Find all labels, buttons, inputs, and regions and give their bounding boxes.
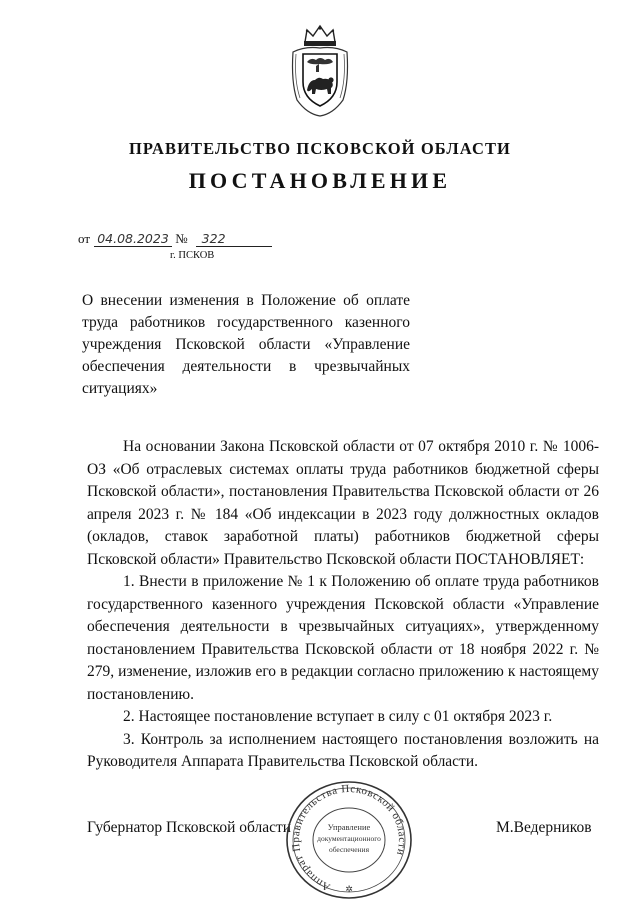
coat-of-arms-emblem — [285, 22, 355, 118]
official-stamp — [283, 776, 415, 899]
stamp-center-line-1: Управление — [327, 822, 371, 832]
document-body — [87, 436, 599, 774]
document-type: ПОСТАНОВЛЕНИЕ — [188, 168, 452, 193]
stamp-center-line-2: документационного — [317, 834, 381, 843]
document-date: 04.08.2023 — [94, 232, 172, 247]
number-prefix: № — [175, 231, 188, 246]
signatory-name: М.Ведерников — [496, 819, 592, 836]
city-label: г. ПСКОВ — [170, 250, 215, 261]
body-item-1: 1. Внести в приложение № 1 к Положению об оплате труда работников государственного казенного учреждения Псковской области «Управление обеспечения деятельности в чрезвычайных ситуациях», утвержденному постановлением Правительства Псковской области от 18 ноября 2022 г. № 279, изменение, изложив его в редакции согласно приложению к настоящему постановлению. — [87, 573, 599, 703]
body-preamble: На основании Закона Псковской области от 07 октября 2010 г. № 1006-ОЗ «Об отраслевых системах оплаты труда работников бюджетной сферы Псковской области», постановления Правительства Псковской области от 26 апреля 2023 г. № 184 «Об индексации в 2023 году должностных окладов (окладов, ставок заработной платы) работников бюджетной сферы Псковской области» Правительство Псковской области ПОСТАНОВЛЯЕТ: — [87, 438, 599, 568]
organization-name: ПРАВИТЕЛЬСТВО ПСКОВСКОЙ ОБЛАСТИ — [128, 139, 511, 158]
date-number-line — [78, 231, 272, 247]
date-prefix: от — [78, 231, 91, 246]
body-item-3: 3. Контроль за исполнением настоящего постановления возложить на Руководителя Аппарата Правительства Псковской области. — [87, 730, 599, 770]
document-subject — [82, 290, 410, 400]
stamp-star-icon: ✲ — [345, 885, 353, 895]
signatory-position: Губернатор Псковской области — [87, 819, 292, 836]
stamp-ring-text: Аппарат Правительства Псковской области — [289, 782, 409, 894]
stamp-center-line-3: обеспечения — [328, 845, 370, 854]
document-number: 322 — [196, 232, 272, 247]
subject-text: О внесении изменения в Положение об оплате труда работников государственного казенного учреждения Псковской области «Управление обеспечения деятельности в чрезвычайных ситуациях» — [82, 292, 410, 397]
body-item-2: 2. Настоящее постановление вступает в силу с 01 октября 2023 г. — [123, 708, 553, 725]
